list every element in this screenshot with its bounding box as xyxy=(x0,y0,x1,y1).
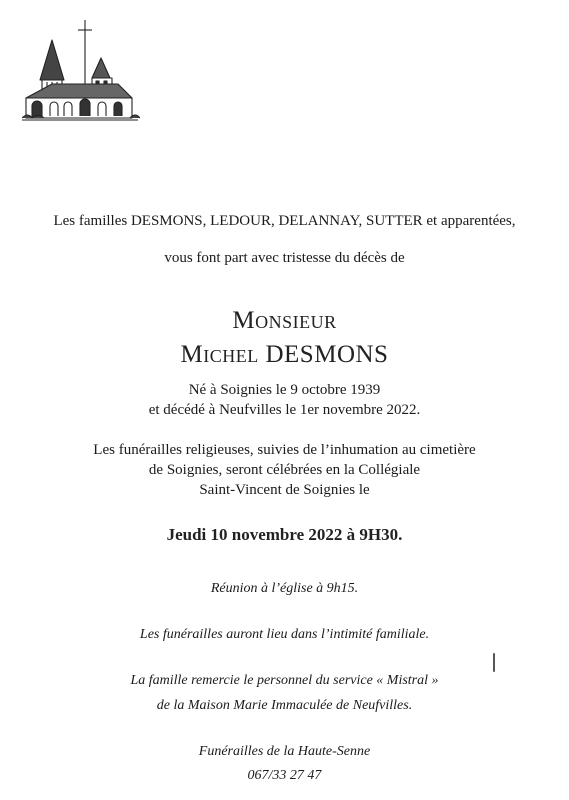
announcement-line: vous font part avec tristesse du décès de xyxy=(164,250,405,266)
undertaker-phone: 067/33 27 47 xyxy=(247,768,322,783)
thanks-line-2: de la Maison Marie Immaculée de Neufvilles. xyxy=(156,698,413,713)
funeral-line-1: Les funérailles religieuses, suivies de l’inhumation au cimetière xyxy=(93,442,476,458)
reunion-note: Réunion à l’église à 9h15. xyxy=(210,581,359,596)
death-line: et décédé à Neufvilles le 1er novembre 2022. xyxy=(148,402,421,418)
thanks-line-1: La famille remercie le personnel du service « Mistral » xyxy=(130,673,439,688)
deceased-name xyxy=(0,341,569,369)
church-illustration-icon xyxy=(22,18,140,122)
undertaker-name: Funérailles de la Haute-Senne xyxy=(198,744,371,759)
first-name: Michel xyxy=(180,341,259,368)
families-line: Les familles DESMONS, LEDOUR, DELANNAY, SUTTER et apparentées, xyxy=(53,213,516,229)
birth-line: Né à Soignies le 9 octobre 1939 xyxy=(188,382,381,398)
funeral-line-3: Saint-Vincent de Soignies le xyxy=(199,482,370,498)
intimacy-note: Les funérailles auront lieu dans l’intimité familiale. xyxy=(139,627,430,642)
funeral-line-2: de Soignies, seront célébrées en la Collégiale xyxy=(148,462,421,478)
funeral-date: Jeudi 10 novembre 2022 à 9H30. xyxy=(166,525,403,544)
last-name: DESMONS xyxy=(265,341,389,368)
scan-mark xyxy=(493,653,495,672)
honorific: Monsieur xyxy=(232,307,337,334)
